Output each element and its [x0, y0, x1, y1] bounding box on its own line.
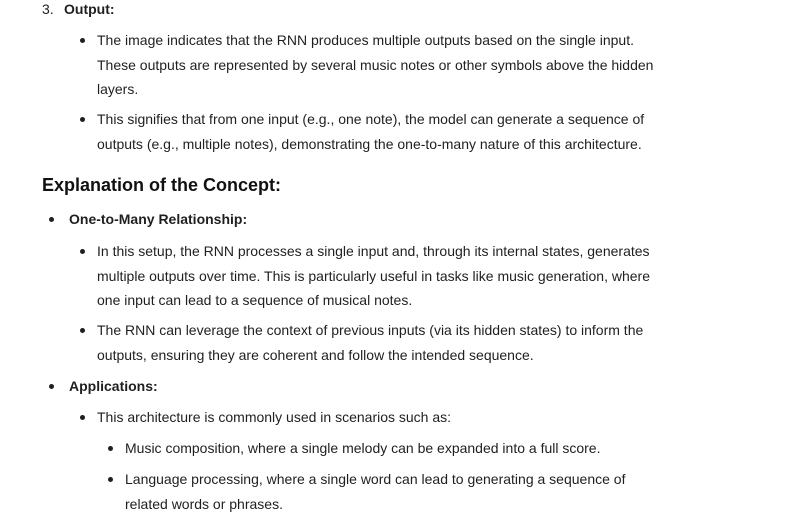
- applications-intro: [97, 405, 451, 430]
- applications-label: Applications:: [69, 378, 158, 394]
- bullet-dot: [80, 117, 85, 122]
- output-bullet-2: [97, 107, 644, 156]
- bullet-text-line: These outputs are represented by several music notes or other symbols above the hidden: [97, 56, 654, 73]
- section-heading: Explanation of the Concept:: [42, 175, 282, 195]
- bullet-dot: [108, 446, 113, 451]
- bullet-dot: [80, 38, 85, 43]
- bullet-text-line: This architecture is commonly used in scenarios such as:: [97, 409, 452, 425]
- list-number: 3.: [42, 1, 54, 17]
- bullet-text-line: Language processing, where a single word can lead to generating a sequence of: [125, 471, 626, 487]
- one-to-many-item: [69, 207, 247, 232]
- one-to-many-bullet-1: [97, 239, 650, 313]
- bullet-text-line: layers.: [97, 81, 139, 97]
- bullet-text-line: The RNN can leverage the context of previous inputs (via its hidden states) to inform the: [97, 322, 644, 338]
- bullet-dot: [49, 384, 54, 389]
- one-to-many-bullet-2: [97, 318, 643, 367]
- bullet-dot: [80, 328, 85, 333]
- bullet-text-line: outputs, ensuring they are coherent and follow the intended sequence.: [97, 346, 534, 363]
- bullet-text-line: In this setup, the RNN processes a single input and, through its internal states, generates: [97, 243, 650, 259]
- application-example-2: [125, 467, 625, 516]
- bullet-text-line: multiple outputs over time. This is particularly useful in tasks like music generation, where: [97, 267, 650, 284]
- bullet-dot: [49, 217, 54, 222]
- bullet-dot: [80, 415, 85, 420]
- applications-item: [69, 374, 158, 399]
- bullet-text-line: The image indicates that the RNN produces multiple outputs based on the single input.: [97, 32, 634, 48]
- list-item-output: [42, 0, 115, 22]
- bullet-text-line: related words or phrases.: [125, 495, 283, 512]
- bullet-dot: [80, 249, 85, 254]
- one-to-many-label: One-to-Many Relationship:: [69, 211, 248, 227]
- bullet-text-line: one input can lead to a sequence of musical notes.: [97, 292, 413, 308]
- bullet-text-line: Music composition, where a single melody can be expanded into a full score.: [125, 440, 601, 456]
- bullet-text-line: This signifies that from one input (e.g., one note), the model can generate a sequence of: [97, 111, 645, 127]
- bullet-dot: [108, 477, 113, 482]
- bullet-text-line: outputs (e.g., multiple notes), demonstrating the one-to-many nature of this architecture.: [97, 135, 642, 152]
- output-bullet-1: [97, 28, 653, 102]
- list-item-title: Output:: [64, 1, 115, 17]
- application-example-1: [125, 436, 600, 461]
